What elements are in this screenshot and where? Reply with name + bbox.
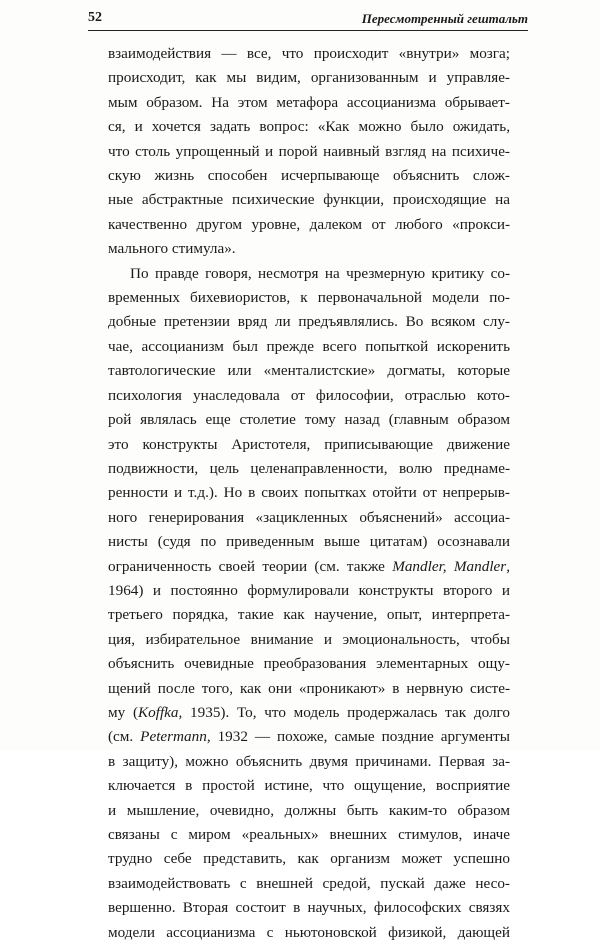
text-line: чае, ассоцианизм был прежде всего попыткой искоренить [108, 337, 510, 355]
text-line: добные претензии вряд ли предъявлялись. Во всяком слу- [108, 313, 510, 331]
page-header [88, 8, 528, 31]
text-line: мального стимула». [108, 240, 236, 258]
body-text [108, 42, 510, 945]
citation-author: Koffka [138, 703, 179, 721]
text-line: модели ассоцианизма с ньютоновской физикой, дающей [108, 923, 510, 941]
running-title: Пересмотренный гештальт [361, 11, 528, 26]
paragraph-2 [108, 262, 510, 945]
text-line: мым образом. На этом метафора ассоцианизма обрывает- [108, 93, 510, 111]
text-line: ся, и хочется задать вопрос: «Как можно было ожидать, [108, 118, 510, 136]
text-line: му (Koffka, 1935). То, что модель продержалась так долго [108, 703, 510, 721]
text-line: ограниченность своей теории (см. также Mandler, Mandler, [108, 557, 510, 575]
text-line: 1964) и постоянно формулировали конструкты второго и [108, 581, 510, 599]
citation-author: Mandler, Mandler [392, 557, 507, 575]
text-line: щений после того, как они «проникают» в нервную систе- [108, 679, 510, 697]
text-line: происходит, как мы видим, организованным и управляе- [108, 69, 510, 87]
text-line: ренности и т.д.). Но в своих попытках отойти от непрерыв- [108, 484, 510, 502]
text-line: скую жизнь способен исчерпывающе объяснить слож- [108, 167, 510, 185]
text-line: и мышление, очевидно, должны быть каким-то образом [108, 801, 510, 819]
text-line: ция, избирательное внимание и эмоциональность, чтобы [108, 630, 510, 648]
text-line: взаимодействовать с внешней средой, пускай даже несо- [108, 874, 510, 892]
text-line: в защиту), можно объяснить двумя причинами. Первая за- [108, 752, 510, 770]
text-line: это конструкты Аристотеля, приписывающие движение [108, 435, 510, 453]
text-line: трудно себе представить, как организм может успешно [108, 850, 510, 868]
text-line: взаимодействия — все, что происходит «внутри» мозга; [108, 45, 510, 62]
text-line: психология унаследовала от философии, отраслью кото- [108, 386, 510, 404]
text-line: рой являлась еще столетие тому назад (главным образом [108, 411, 510, 429]
text-line: тавтологические или «менталистские» догматы, которые [108, 362, 510, 380]
text-line: качественно другом уровне, далеком от любого «прокси- [108, 215, 510, 233]
text-line: что столь упрощенный и порой наивный взгляд на психиче- [108, 142, 510, 160]
citation-author: Petermann [140, 728, 207, 746]
text-line: ного генерирования «зацикленных объяснений» ассоциа- [108, 508, 510, 526]
text-line: объяснить очевидные преобразования элементарных ощу- [108, 655, 510, 673]
text-line: вершенно. Вторая состоит в научных, философских связях [108, 899, 510, 917]
text-line: ные абстрактные психические функции, происходящие на [108, 191, 510, 209]
text-line: ключается в простой истине, что ощущение, восприятие [108, 777, 510, 795]
text-line: временных бихевиористов, к первоначальной модели по- [108, 289, 510, 307]
text-line: нисты (судя по приведенным выше цитатам) осознавали [108, 533, 510, 551]
text-line: связаны с миром «реальных» внешних стимулов, иначе [108, 826, 510, 843]
text-line: третьего порядка, такие как научение, опыт, интерпрета- [108, 606, 510, 624]
page-number: 52 [88, 10, 102, 25]
text-line: подвижности, цель целенаправленности, волю преднаме- [108, 459, 510, 477]
text-line: По правде говоря, несмотря на чрезмерную критику со- [130, 264, 510, 282]
paragraph-1 [108, 42, 510, 262]
text-line: (см. Petermann, 1932 — похоже, самые поздние аргументы [108, 728, 510, 746]
